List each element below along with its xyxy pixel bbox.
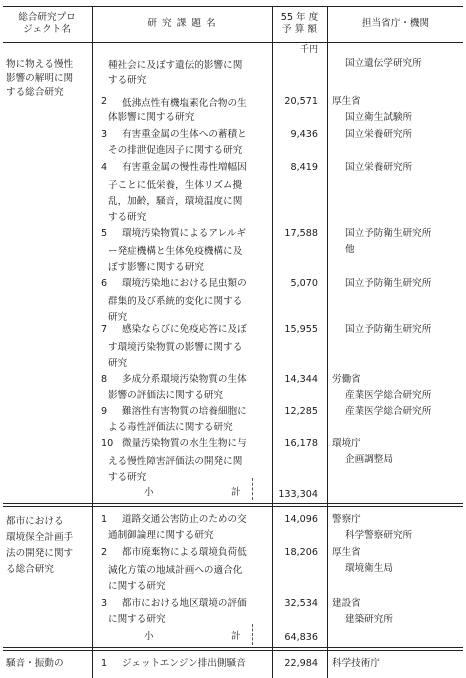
research-topic: 有害重金属の慢性毒性増幅因	[122, 162, 247, 173]
agency: 国立栄養研究所	[345, 129, 413, 140]
budget-unit: 千円	[300, 45, 319, 55]
item-number: 2	[101, 96, 108, 107]
research-topic: 道路交通公害防止のための交	[122, 514, 247, 525]
research-topic: 環境汚染地における昆虫類の	[122, 278, 247, 289]
header-budget: 55 年 度 予 算 額	[280, 12, 319, 35]
research-topic-line: よる毒性評価法に関する研究	[108, 422, 233, 433]
research-topic-line: 影響の評価法に関する研究	[108, 390, 224, 401]
ministry: 環境庁	[332, 438, 361, 449]
column-border	[327, 6, 328, 678]
budget-amount: 15,955	[284, 324, 318, 335]
research-topic-lines: 減化方策の地域計画への適合化 に関する研究	[108, 565, 243, 592]
agency: 国立栄養研究所	[345, 162, 413, 173]
table-top-border	[3, 6, 463, 7]
project-name: 騒音・振動の	[6, 658, 64, 669]
item-number: 4	[101, 162, 108, 173]
research-topic-line: に関する研究	[108, 614, 166, 625]
research-topic: 種社会に及ぼす遺伝的影響に関 する研究	[108, 60, 243, 86]
section-divider	[3, 650, 463, 651]
agency: 企画調整局	[345, 454, 393, 465]
item-number: 1	[101, 658, 108, 669]
section-divider	[3, 506, 463, 507]
budget-amount: 32,534	[284, 598, 318, 609]
agency: 科学警察研究所	[345, 530, 413, 541]
item-number: 8	[101, 374, 108, 385]
budget-amount: 5,070	[290, 278, 318, 289]
item-number: 3	[101, 129, 108, 140]
agency: 国立衛生試験所	[345, 112, 413, 123]
item-number: 9	[101, 406, 108, 417]
agency: 国立予防衛生研究所	[345, 228, 432, 239]
header-project-name: 総合研究プロ ジェクト名	[18, 12, 76, 35]
subtotal-amount: 64,836	[284, 632, 318, 643]
research-topic-lines: える慢性障害評価法の開発に関 する研究	[108, 456, 243, 483]
research-topic-lines: 子ことに低栄養，生体リズム攪 乱，加齢，騒音，環境温度に関 する研究	[108, 180, 243, 223]
section-divider	[3, 503, 463, 504]
header-bottom-border	[3, 42, 463, 43]
research-topic: 有害重金属の生体への蓄積と	[122, 129, 247, 140]
item-number: 5	[101, 228, 108, 239]
agency: 環境衛生局	[345, 563, 393, 574]
research-topic-line: その排泄促進因子に関する研究	[108, 145, 243, 156]
column-border	[92, 6, 93, 678]
research-topic: 微量汚染物質の水生生物に与	[122, 438, 247, 449]
ministry: 厚生省	[332, 96, 361, 107]
research-topic-line: 体影響に関する研究	[108, 112, 195, 123]
research-topic: 都市廃棄物による環境負荷低	[122, 547, 247, 558]
item-number: 1	[101, 514, 108, 525]
project-name: 物に物える慢性 影響の解明に関 する総合研究	[6, 59, 74, 98]
header-agency: 担当省庁・機関	[361, 18, 430, 29]
item-number: 10	[101, 438, 114, 449]
agency: 産業医学総合研究所	[345, 406, 432, 417]
budget-amount: 12,285	[284, 406, 318, 417]
budget-amount: 22,984	[284, 658, 318, 669]
agency: 国立予防衛生研究所	[345, 324, 432, 335]
agency: 産業医学総合研究所	[345, 390, 432, 401]
project-name: 都市における 環境保全計画手 法の開発に関す る総合研究	[6, 516, 74, 575]
research-topic-lines: す環境汚染物質の影響に関する 研究	[108, 342, 243, 369]
agency: 建築研究所	[345, 614, 393, 625]
research-topic: 都市における地区環境の評価	[122, 598, 247, 609]
budget-amount: 8,419	[290, 162, 318, 173]
research-topic: ジェットエンジン排出側騒音	[122, 658, 246, 669]
subtotal-label-2: 計	[231, 487, 241, 498]
header-research-topic: 研 究 課 題 名	[147, 18, 217, 29]
section-divider	[3, 647, 463, 648]
research-topic: 低沸点性有機塩素化合物の生	[122, 98, 247, 109]
research-topic-lines: 群集的及び系統的変化に関する 研究	[108, 296, 243, 323]
subtotal-dash	[252, 478, 253, 500]
budget-amount: 20,571	[284, 96, 318, 107]
ministry: 労働省	[332, 374, 361, 385]
subtotal-label-1: 小	[144, 487, 154, 498]
ministry: 建設省	[332, 598, 361, 609]
ministry: 厚生省	[332, 547, 361, 558]
ministry: 科学技術庁	[332, 658, 380, 669]
subtotal-label-2: 計	[231, 631, 241, 642]
item-number: 7	[101, 324, 108, 335]
research-topic: 多成分系環境汚染物質の生体	[122, 374, 247, 385]
budget-amount: 18,206	[284, 547, 318, 558]
research-topic-lines: ー発症機構と生体免疫機構に及 ぼす影響に関する研究	[108, 246, 243, 273]
budget-amount: 14,096	[284, 514, 318, 525]
agency: 国立遺伝学研究所	[345, 58, 422, 69]
budget-amount: 17,588	[284, 228, 318, 239]
subtotal-label-1: 小	[144, 631, 154, 642]
item-number: 3	[101, 598, 108, 609]
budget-amount: 9,436	[290, 129, 318, 140]
budget-amount: 14,344	[284, 374, 318, 385]
ministry: 警察庁	[332, 514, 361, 525]
subtotal-dash	[252, 624, 253, 645]
research-topic: 環境汚染物質によるアレルギ	[122, 228, 247, 239]
agency: 他	[345, 244, 355, 255]
research-topic: 難溶性有害物質の培養細胞に	[122, 406, 247, 417]
agency: 国立予防衛生研究所	[345, 278, 432, 289]
subtotal-amount: 133,304	[278, 489, 318, 500]
research-topic-line: 通制御論理に関する研究	[108, 530, 214, 541]
item-number: 6	[101, 278, 108, 289]
budget-amount: 16,178	[284, 438, 318, 449]
research-topic: 感染ならびに免疫応答に及ぼ	[122, 324, 247, 335]
item-number: 2	[101, 547, 108, 558]
